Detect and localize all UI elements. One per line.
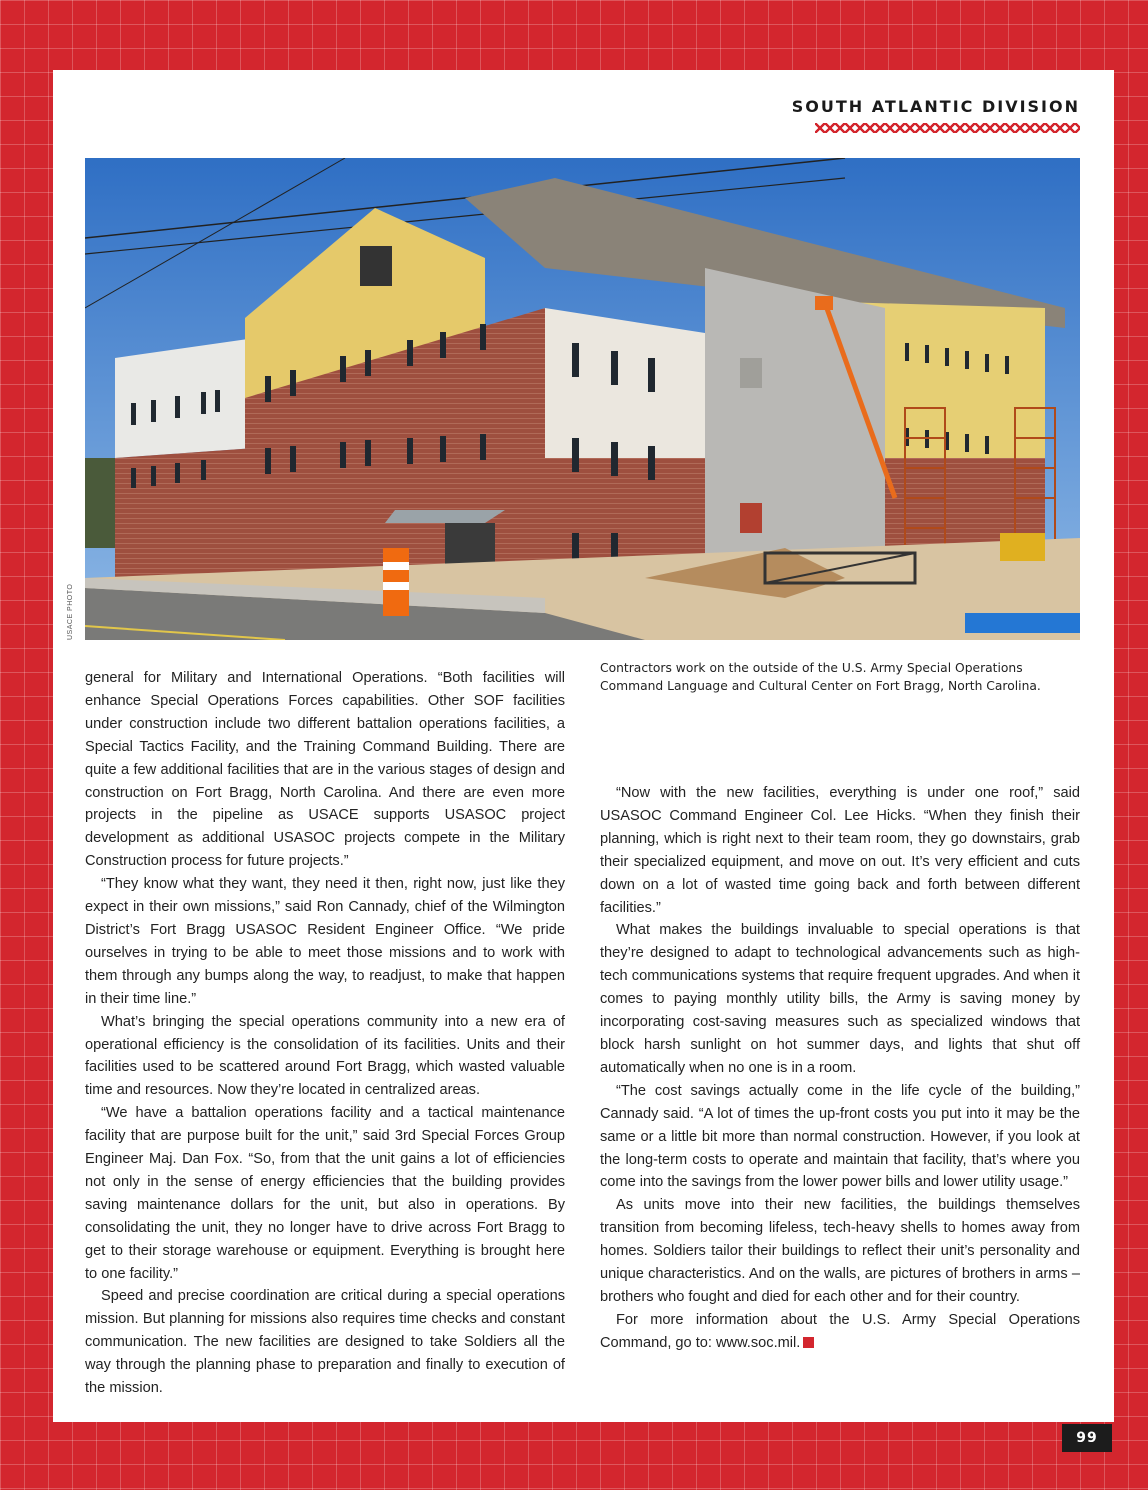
page-number: 99 [1062, 1424, 1112, 1452]
paragraph: general for Military and International Operations. “Both facilities will enhance Special Operations Forces capabilities. Other SOF facilities under construction include two different battalion operations facilities, a Special Tactics Facility, and the Training Command Building. There are quite a few additional facilities that are in the various stages of design and construction on Fort Bragg, North Carolina. And there are even more projects in the pipeline as USACE supports USASOC project development as additional USASOC projects compete in the Military Construction process for future projects.” [85, 670, 565, 870]
article-left-column [85, 667, 565, 1400]
paragraph [600, 1309, 1080, 1355]
paragraph: What makes the buildings invaluable to special operations is that they’re designed to adapt to technological advancements such as high-tech communications systems that require frequent upgrades. And when it comes to paying monthly utility bills, the Army is saving money by incorporating cost-saving measures such as specialized windows that block harsh sunlight on hot summer days, and lights that shut off automatically when no one is in a room. [600, 922, 1080, 1076]
construction-photo [85, 158, 1080, 640]
end-mark-icon [803, 1337, 814, 1348]
paragraph: “We have a battalion operations facility and a tactical maintenance facility that are purpose built for the unit,” said 3rd Special Forces Group Engineer Maj. Dan Fox. “So, from that the unit gains a lot of efficiencies not only in the sense of energy efficiencies that the building provides saving maintenance dollars for the unit, but also in operations. By consolidating the unit, they no longer have to drive across Fort Bragg to get to their storage warehouse or equipment. Everything is brought here to one facility.” [85, 1105, 565, 1282]
paragraph: As units move into their new facilities, the buildings themselves transition from becoming lifeless, tech-heavy shells to homes away from homes. Soldiers tailor their buildings to reflect their unit’s personality and unique characteristics. And on the walls, are pictures of brothers in arms – brothers who fought and died for each other and for their country. [600, 1197, 1080, 1305]
magazine-page [53, 70, 1114, 1422]
paragraph: “Now with the new facilities, everything is under one roof,” said USASOC Command Engineer Col. Lee Hicks. “When they finish their planning, which is right next to their team room, they go downstairs, grab their specialized equipment, and move on out. It’s very efficient and cuts down on a lot of wasted time going back and forth between different facilities.” [600, 785, 1080, 916]
paragraph: Speed and precise coordination are critical during a special operations mission. But planning for missions also requires time checks and constant communication. The new facilities are designed to take Soldiers all the way through the planning phase to preparation and finally to execution of the mission. [85, 1288, 565, 1397]
photo-caption: Contractors work on the outside of the U.S. Army Special Operations Command Language and Cultural Center on Fort Bragg, North Carolina. [600, 661, 1041, 693]
section-title: SOUTH ATLANTIC DIVISION [791, 97, 1080, 116]
decorative-diamond-rule [815, 123, 1080, 133]
paragraph: “They know what they want, they need it then, right now, just like they expect in their own missions,” said Ron Cannady, chief of the Wilmington District’s Fort Bragg USASOC Resident Engineer Office. “We pride ourselves in trying to be able to meet those missions and to work with them through any bumps along the way, to readjust, to make that happen in their time line.” [85, 876, 565, 1007]
closing-text: For more information about the U.S. Army Special Operations Command, go to: www.soc.mil. [600, 1311, 1080, 1351]
paragraph: “The cost savings actually come in the life cycle of the building,” Cannady said. “A lot of times the up-front costs you put into it may be the same or a little bit more than normal construction. However, if you look at the long-term costs to operate and maintain that facility, that’s where you come into the savings from the lower power bills and lower utility usage.” [600, 1082, 1080, 1191]
photo-credit: USACE PHOTO [67, 583, 74, 640]
article-right-column [600, 782, 1080, 1355]
paragraph: What’s bringing the special operations community into a new era of operational efficiency is the consolidation of its facilities. Units and their facilities used to be scattered around Fort Bragg, which wasted valuable time and resources. Now they’re located in centralized areas. [85, 1013, 565, 1099]
